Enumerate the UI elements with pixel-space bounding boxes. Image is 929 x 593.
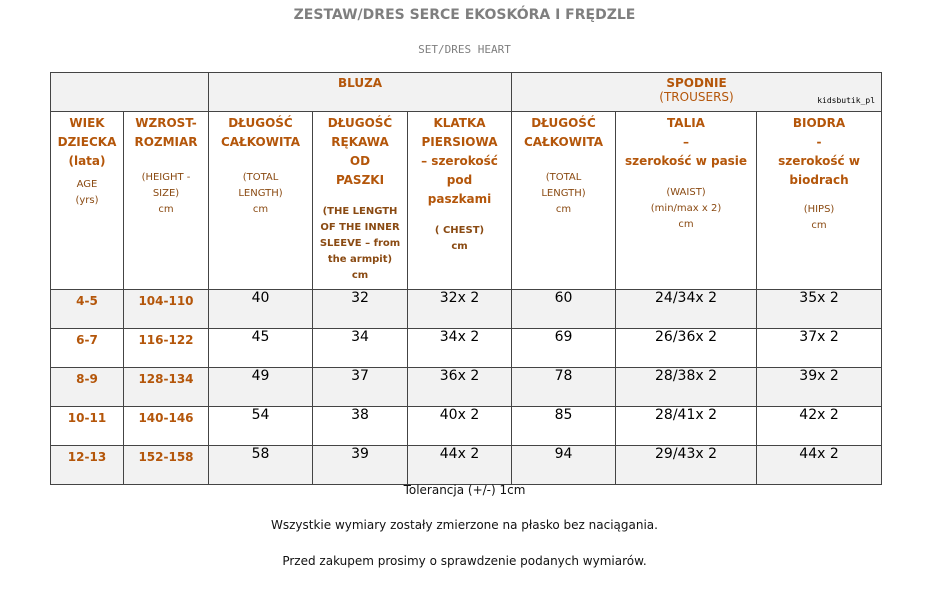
cell-sleeve: 37 (313, 368, 408, 407)
cell-hips: 44x 2 (757, 446, 882, 485)
cell-chest: 36x 2 (408, 368, 512, 407)
table-row (51, 368, 882, 407)
col-top-length-en-2: LENGTH) (238, 188, 283, 199)
col-sleeve-label-4: PASZKI (335, 173, 385, 187)
cell-age: 10-11 (51, 407, 124, 446)
cell-age: 6-7 (51, 329, 124, 368)
col-hips-en-1: (HIPS) (803, 204, 835, 215)
col-header-height (124, 112, 209, 290)
cell-waist: 24/34x 2 (616, 290, 757, 329)
cell-trouser-length: 78 (512, 368, 616, 407)
col-header-sleeve (313, 112, 408, 290)
table-row (51, 329, 882, 368)
cell-height: 128-134 (124, 368, 209, 407)
cell-top-length: 58 (209, 446, 313, 485)
col-header-waist (616, 112, 757, 290)
col-top-length-unit: cm (252, 204, 269, 215)
cell-age: 4-5 (51, 290, 124, 329)
cell-trouser-length: 60 (512, 290, 616, 329)
cell-age: 12-13 (51, 446, 124, 485)
col-header-top-length (209, 112, 313, 290)
cell-top-length: 45 (209, 329, 313, 368)
cell-sleeve: 32 (313, 290, 408, 329)
cell-sleeve: 34 (313, 329, 408, 368)
col-waist-label-3: szerokość w pasie (624, 154, 748, 168)
col-trouser-length-label-1: DŁUGOŚĆ (531, 116, 596, 130)
cell-hips: 37x 2 (757, 329, 882, 368)
col-height-en-2: SIZE) (152, 188, 180, 199)
cell-waist: 26/36x 2 (616, 329, 757, 368)
col-hips-label-1: BIODRA (792, 116, 846, 130)
col-chest-en-1: ( CHEST) (434, 225, 485, 236)
document-subtitle: SET/DRES HEART (418, 43, 511, 56)
cell-trouser-length: 85 (512, 407, 616, 446)
col-sleeve-en-1: (THE LENGTH (322, 206, 398, 217)
col-waist-en-1: (WAIST) (666, 187, 706, 198)
col-height-label-1: WZROST- (135, 116, 197, 130)
col-trouser-length-en-1: (TOTAL (545, 172, 582, 183)
col-sleeve-en-4: the armpit) (327, 254, 393, 265)
col-sleeve-en-3: SLEEVE – from (319, 238, 401, 249)
table-row (51, 446, 882, 485)
measurement-note: Wszystkie wymiary zostały zmierzone na płasko bez naciągania. (271, 518, 658, 532)
tolerance-note: Tolerancja (+/-) 1cm (403, 483, 526, 497)
col-top-length-en-1: (TOTAL (242, 172, 279, 183)
group-label-spodnie: SPODNIE (666, 76, 727, 90)
col-header-age (51, 112, 124, 290)
cell-age: 8-9 (51, 368, 124, 407)
col-height-en-1: (HEIGHT - (141, 172, 191, 183)
cell-sleeve: 38 (313, 407, 408, 446)
cell-hips: 35x 2 (757, 290, 882, 329)
table-row (51, 290, 882, 329)
document-title: ZESTAW/DRES SERCE EKOSKÓRA I FRĘDZLE (293, 7, 636, 23)
group-label-bluza: BLUZA (337, 76, 383, 90)
col-waist-en-2: (min/max x 2) (650, 203, 722, 214)
group-header-spodnie (512, 73, 882, 112)
cell-top-length: 40 (209, 290, 313, 329)
col-waist-unit: cm (678, 219, 694, 230)
brand-watermark: kidsbutik_pl (817, 96, 876, 105)
check-note: Przed zakupem prosimy o sprawdzenie podanych wymiarów. (282, 554, 647, 568)
table-row (51, 407, 882, 446)
col-hips-label-4: biodrach (789, 173, 849, 187)
col-chest-label-5: paszkami (427, 192, 492, 206)
cell-waist: 29/43x 2 (616, 446, 757, 485)
cell-hips: 39x 2 (757, 368, 882, 407)
col-header-chest (408, 112, 512, 290)
col-hips-label-2: - (816, 135, 822, 149)
col-chest-label-2: PIERSIOWA (421, 135, 498, 149)
col-hips-unit: cm (811, 220, 827, 231)
column-header-row (51, 112, 882, 290)
col-trouser-length-unit: cm (555, 204, 572, 215)
size-table (50, 72, 882, 485)
col-age-label-1: WIEK (69, 116, 105, 130)
col-hips-label-3: szerokość w (778, 154, 860, 168)
col-waist-label-1: TALIA (667, 116, 705, 130)
cell-top-length: 49 (209, 368, 313, 407)
col-sleeve-unit: cm (351, 270, 369, 281)
cell-chest: 32x 2 (408, 290, 512, 329)
cell-top-length: 54 (209, 407, 313, 446)
cell-height: 140-146 (124, 407, 209, 446)
col-top-length-label-2: CAŁKOWITA (220, 135, 300, 149)
group-header-row (51, 73, 882, 112)
cell-chest: 34x 2 (408, 329, 512, 368)
group-header-bluza (209, 73, 512, 112)
col-height-label-2: ROZMIAR (134, 135, 198, 149)
col-header-trouser-length (512, 112, 616, 290)
col-height-unit: cm (158, 204, 174, 215)
col-chest-label-4: pod (446, 173, 473, 187)
col-sleeve-label-2: RĘKAWA (331, 135, 389, 149)
col-chest-label-3: – szerokość (421, 154, 498, 168)
cell-waist: 28/41x 2 (616, 407, 757, 446)
col-sleeve-label-1: DŁUGOŚĆ (327, 116, 393, 130)
cell-height: 116-122 (124, 329, 209, 368)
col-age-en-1: AGE (76, 179, 98, 190)
col-header-hips (757, 112, 882, 290)
col-age-en-2: (yrs) (75, 195, 99, 206)
cell-hips: 42x 2 (757, 407, 882, 446)
cell-sleeve: 39 (313, 446, 408, 485)
table-body (51, 290, 882, 485)
cell-chest: 44x 2 (408, 446, 512, 485)
cell-height: 152-158 (124, 446, 209, 485)
cell-trouser-length: 69 (512, 329, 616, 368)
col-trouser-length-en-2: LENGTH) (541, 188, 586, 199)
cell-height: 104-110 (124, 290, 209, 329)
cell-trouser-length: 94 (512, 446, 616, 485)
col-chest-unit: cm (451, 241, 468, 252)
group-label-trousers: (TROUSERS) (659, 90, 734, 104)
col-sleeve-en-2: OF THE INNER (320, 222, 400, 233)
col-age-label-3: (lata) (68, 154, 106, 168)
col-sleeve-label-3: OD (349, 154, 371, 168)
col-chest-label-1: KLATKA (433, 116, 486, 130)
cell-chest: 40x 2 (408, 407, 512, 446)
cell-waist: 28/38x 2 (616, 368, 757, 407)
col-waist-label-2: – (683, 135, 690, 149)
col-age-label-2: DZIECKA (57, 135, 117, 149)
col-trouser-length-label-2: CAŁKOWITA (524, 135, 604, 149)
group-header-empty (51, 73, 209, 112)
col-top-length-label-1: DŁUGOŚĆ (228, 116, 293, 130)
